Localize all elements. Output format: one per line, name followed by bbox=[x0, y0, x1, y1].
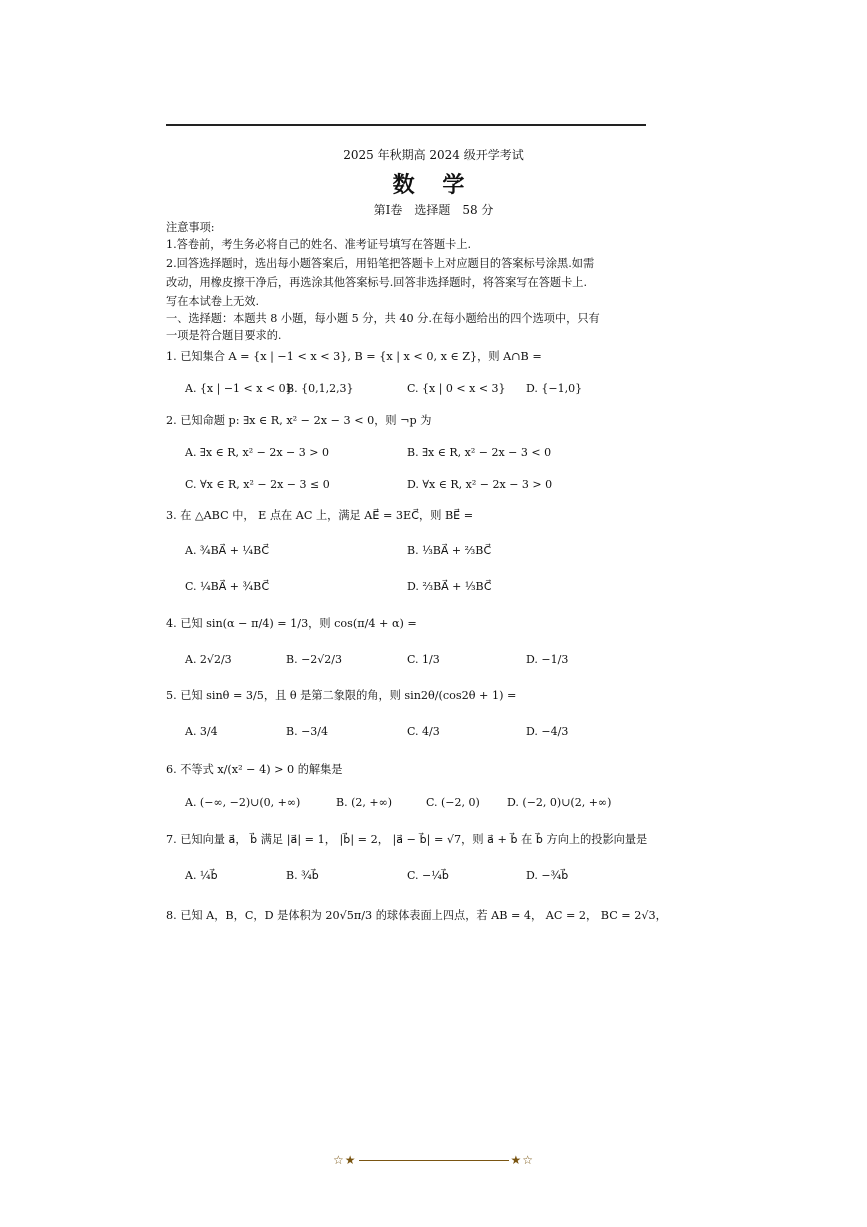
question-3-stem: 3. 在 △ABC 中， E 点在 AC 上，满足 AE⃗ = 3EC⃗，则 BE⃗ = bbox=[166, 509, 474, 522]
question-5-option-a: A. 3/4 bbox=[185, 725, 218, 738]
question-7-stem: 7. 已知向量 a⃗， b⃗ 满足 |a⃗| = 1， |b⃗| = 2， |a⃗ − b⃗| = √7，则 a⃗ + b⃗ 在 b⃗ 方向上的投影向量是 bbox=[166, 833, 648, 846]
question-3-option-d: D. ⅔BA⃗ + ⅓BC⃗ bbox=[407, 580, 492, 593]
question-6-option-b: B. (2, +∞) bbox=[336, 796, 393, 809]
question-2-option-d: D. ∀x ∈ R, x² − 2x − 3 > 0 bbox=[407, 478, 553, 491]
question-2-option-b: B. ∃x ∈ R, x² − 2x − 3 < 0 bbox=[407, 446, 552, 459]
question-1-option-b: B. {0,1,2,3} bbox=[286, 382, 354, 395]
question-5-option-b: B. −3/4 bbox=[286, 725, 328, 738]
question-5-option-c: C. 4/3 bbox=[407, 725, 440, 738]
question-6-stem: 6. 不等式 x/(x² − 4) > 0 的解集是 bbox=[166, 763, 343, 776]
question-4-option-a: A. 2√2/3 bbox=[185, 653, 232, 666]
question-4-option-d: D. −1/3 bbox=[526, 653, 569, 666]
subject-title: 数 学 bbox=[392, 172, 475, 198]
question-6-option-d: D. (−2, 0)∪(2, +∞) bbox=[507, 796, 612, 809]
question-7-option-b: B. ¾b⃗ bbox=[286, 869, 319, 882]
question-1-option-c: C. {x | 0 < x < 3} bbox=[407, 382, 506, 395]
note-item: 1.答卷前，考生务必将自己的姓名、准考证号填写在答题卡上. bbox=[166, 238, 472, 251]
page-footer bbox=[0, 1153, 867, 1167]
footer-star-icon: ★☆ bbox=[510, 1153, 535, 1167]
question-7-option-d: D. −¾b⃗ bbox=[526, 869, 569, 882]
question-2-option-c: C. ∀x ∈ R, x² − 2x − 3 ≤ 0 bbox=[185, 478, 330, 491]
part-one-instruction: 一、选择题：本题共 8 小题，每小题 5 分，共 40 分.在每小题给出的四个选项中，只有 bbox=[166, 312, 600, 325]
question-4-stem: 4. 已知 sin(α − π/4) = 1/3，则 cos(π/4 + α) = bbox=[166, 617, 417, 630]
question-1-option-a: A. {x | −1 < x < 0} bbox=[185, 382, 293, 395]
note-item: 2.回答选择题时，选出每小题答案后，用铅笔把答题卡上对应题目的答案标号涂黑.如需 bbox=[166, 257, 595, 270]
part-one-instruction: 一项是符合题目要求的. bbox=[166, 329, 282, 342]
note-item: 写在本试卷上无效. bbox=[166, 295, 260, 308]
question-2-option-a: A. ∃x ∈ R, x² − 2x − 3 > 0 bbox=[185, 446, 329, 459]
footer-divider bbox=[359, 1160, 509, 1161]
question-6-option-a: A. (−∞, −2)∪(0, +∞) bbox=[185, 796, 301, 809]
top-rule bbox=[166, 124, 646, 126]
question-6-option-c: C. (−2, 0) bbox=[426, 796, 480, 809]
section-heading: 第Ⅰ卷 选择题 58 分 bbox=[373, 203, 494, 217]
question-3-option-c: C. ¼BA⃗ + ¾BC⃗ bbox=[185, 580, 270, 593]
question-2-stem: 2. 已知命题 p: ∃x ∈ R, x² − 2x − 3 < 0，则 ¬p 为 bbox=[166, 414, 432, 427]
question-8-stem: 8. 已知 A，B，C，D 是体积为 20√5π/3 的球体表面上四点，若 AB = 4， AC = 2， BC = 2√3， bbox=[166, 909, 667, 922]
question-1-stem: 1. 已知集合 A = {x | −1 < x < 3}, B = {x | x < 0, x ∈ Z}，则 A∩B = bbox=[166, 350, 542, 363]
notes-title: 注意事项: bbox=[166, 221, 215, 234]
question-5-stem: 5. 已知 sinθ = 3/5，且 θ 是第二象限的角，则 sin2θ/(cos2θ + 1) = bbox=[166, 689, 517, 702]
note-item: 改动，用橡皮擦干净后，再选涂其他答案标号.回答非选择题时，将答案写在答题卡上. bbox=[166, 276, 588, 289]
question-3-option-a: A. ¾BA⃗ + ¼BC⃗ bbox=[185, 544, 270, 557]
question-4-option-b: B. −2√2/3 bbox=[286, 653, 343, 666]
exam-title: 2025 年秋期高 2024 级开学考试 bbox=[343, 148, 524, 162]
question-7-option-a: A. ¼b⃗ bbox=[185, 869, 218, 882]
question-3-option-b: B. ⅓BA⃗ + ⅔BC⃗ bbox=[407, 544, 492, 557]
question-1-option-d: D. {−1,0} bbox=[526, 382, 583, 395]
footer-star-icon: ☆★ bbox=[332, 1153, 357, 1167]
question-5-option-d: D. −4/3 bbox=[526, 725, 569, 738]
question-4-option-c: C. 1/3 bbox=[407, 653, 440, 666]
question-7-option-c: C. −¼b⃗ bbox=[407, 869, 449, 882]
